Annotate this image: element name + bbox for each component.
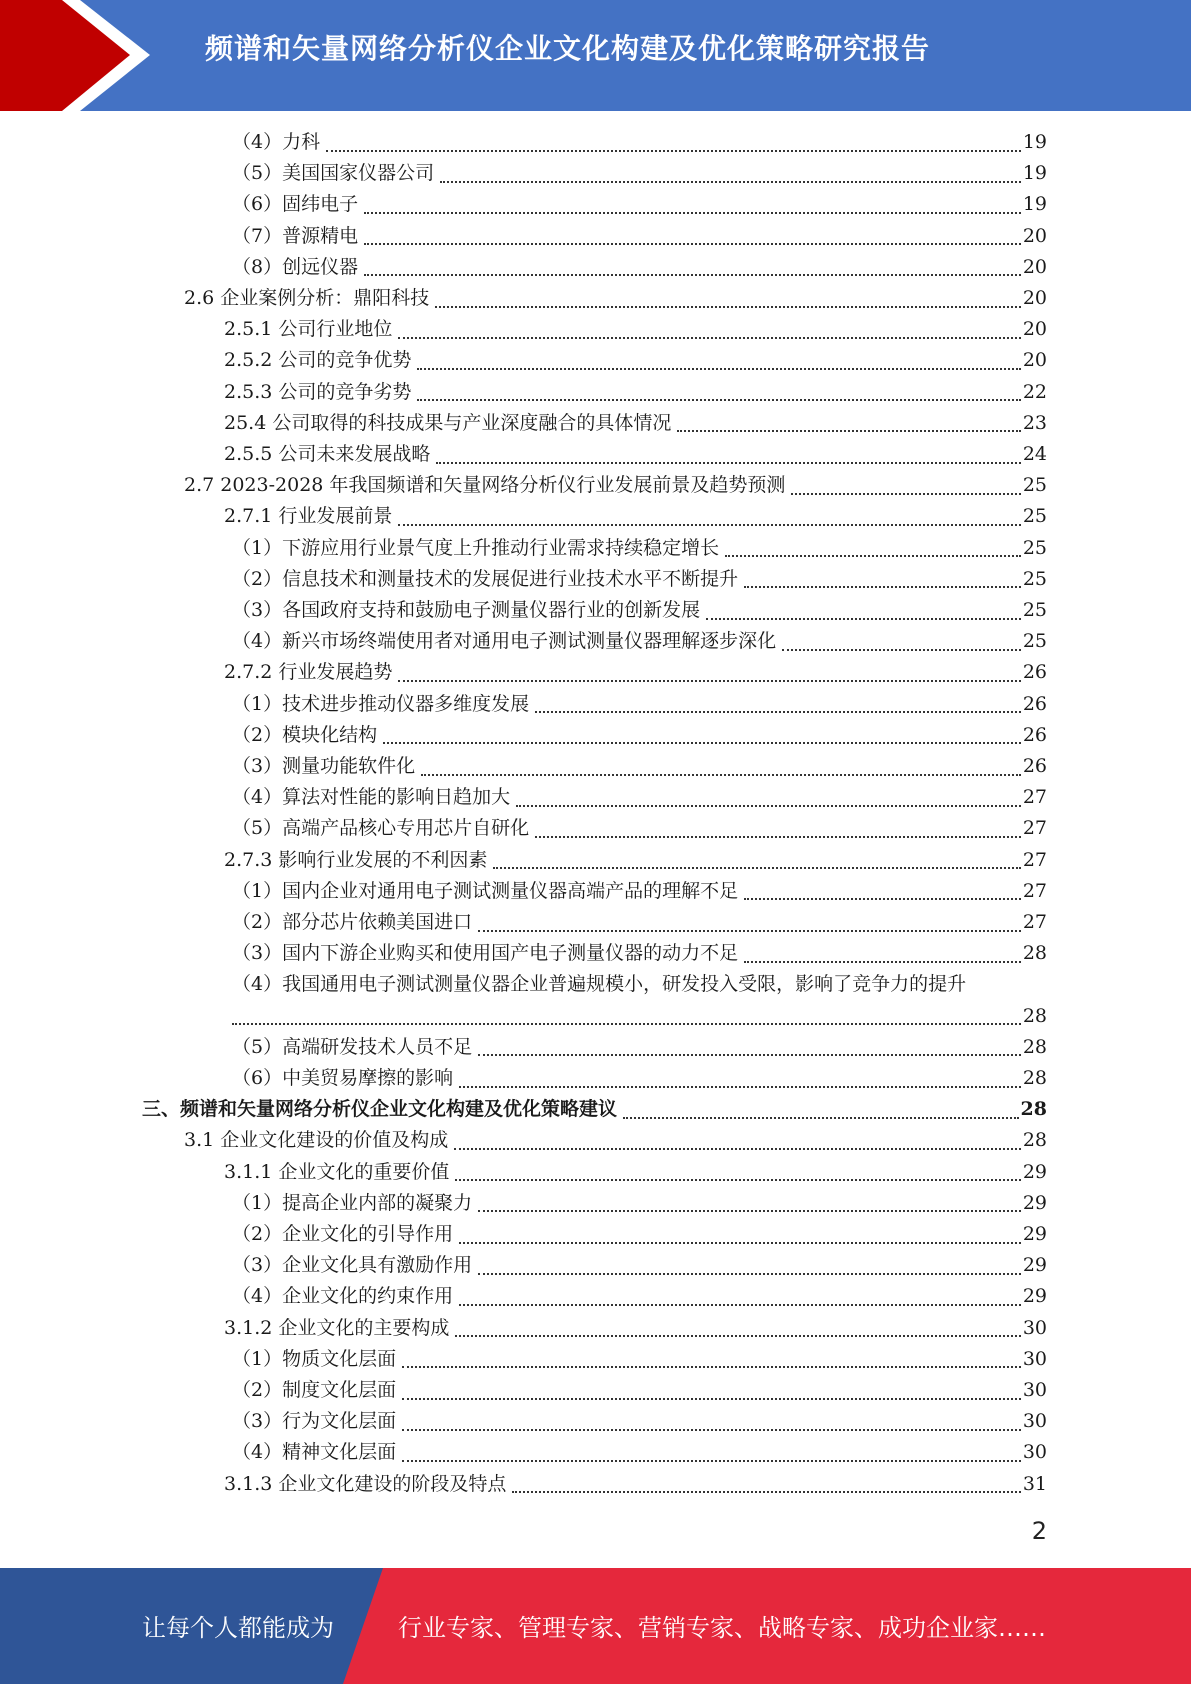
toc-entry-label: 3.1.3 企业文化建设的阶段及特点: [224, 1472, 507, 1495]
toc-entry-label: 2.5.5 公司未来发展战略: [224, 443, 431, 465]
toc-leader-dots: [623, 1117, 1019, 1119]
toc-entry-page: 25: [1022, 567, 1047, 590]
toc-entry-label: （4）精神文化层面: [232, 1441, 397, 1464]
toc-entry-page: 31: [1022, 1472, 1047, 1495]
toc-leader-dots: [398, 337, 1020, 339]
toc-leader-dots: [402, 1398, 1021, 1400]
toc-entry-label: （1）物质文化层面: [232, 1347, 397, 1370]
page-header: [0, 0, 1191, 111]
toc-entry-label: 2.5.2 公司的竞争优势: [224, 349, 412, 372]
toc-leader-dots: [383, 742, 1021, 744]
toc-entry[interactable]: [232, 564, 1047, 595]
toc-leader-dots: [516, 805, 1021, 807]
toc-leader-dots: [454, 1148, 1021, 1150]
toc-leader-dots: [232, 1023, 1021, 1025]
toc-entry-page: 30: [1022, 1347, 1047, 1370]
toc-entry-label: 3.1.1 企业文化的重要价值: [224, 1160, 450, 1183]
toc-entry[interactable]: [232, 595, 1047, 626]
toc-entry[interactable]: [224, 314, 1047, 345]
toc-entry-page: 29: [1022, 1254, 1047, 1277]
toc-entry-page: 19: [1022, 131, 1047, 153]
toc-entry-page: 27: [1022, 911, 1047, 933]
toc-leader-dots: [402, 1429, 1021, 1431]
toc-entry-label: （2）制度文化层面: [232, 1379, 397, 1401]
toc-entry-label: （6）固纬电子: [232, 193, 359, 216]
toc-entry[interactable]: [184, 283, 1047, 314]
toc-leader-dots: [791, 493, 1020, 495]
toc-entry[interactable]: [232, 1188, 1047, 1219]
toc-entry-label: （2）企业文化的引导作用: [232, 1223, 454, 1245]
toc-leader-dots: [493, 867, 1020, 869]
page-number: 2: [1031, 1517, 1047, 1545]
toc-entry-page: 30: [1022, 1316, 1047, 1339]
toc-leader-dots: [478, 930, 1021, 932]
toc-leader-dots: [421, 774, 1021, 776]
toc-entry-label: 2.6 企业案例分析：鼎阳科技: [184, 287, 430, 309]
toc-entry-page: 22: [1022, 380, 1047, 403]
toc-entry-page: 24: [1022, 443, 1047, 465]
toc-entry-page: 28: [1022, 1004, 1047, 1027]
toc-leader-dots: [455, 1335, 1020, 1337]
toc-leader-dots: [459, 1242, 1021, 1244]
toc-entry-label: （5）高端研发技术人员不足: [232, 1035, 473, 1058]
toc-entry-page: 19: [1022, 162, 1047, 185]
toc-entry[interactable]: [232, 1219, 1047, 1250]
toc-leader-dots: [455, 1179, 1020, 1181]
toc-entry[interactable]: [232, 1281, 1047, 1312]
toc-entry-label: （5）高端产品核心专用芯片自研化: [232, 817, 530, 840]
toc-entry[interactable]: [232, 1437, 1047, 1468]
toc-leader-dots: [417, 368, 1020, 370]
toc-leader-dots: [364, 274, 1021, 276]
toc-entry-label: 3.1.2 企业文化的主要构成: [224, 1316, 450, 1339]
toc-entry[interactable]: [224, 408, 1047, 439]
toc-leader-dots: [744, 961, 1021, 963]
toc-entry[interactable]: [224, 845, 1047, 876]
toc-entry[interactable]: [232, 158, 1047, 189]
toc-entry-page: 30: [1022, 1410, 1047, 1433]
toc-entry-page: 20: [1022, 349, 1047, 372]
toc-entry[interactable]: [232, 221, 1047, 252]
toc-entry-label: （4）算法对性能的影响日趋加大: [232, 786, 511, 809]
toc-entry-label: 2.7.2 行业发展趋势: [224, 661, 393, 684]
toc-entry-page: 30: [1022, 1379, 1047, 1401]
toc-leader-dots: [725, 555, 1021, 557]
toc-entry[interactable]: [232, 1344, 1047, 1375]
page-footer: [0, 1568, 1191, 1684]
toc-leader-dots: [417, 399, 1020, 401]
report-title: 频谱和矢量网络分析仪企业文化构建及优化策略研究报告: [205, 32, 931, 65]
toc-entry-label: （1）提高企业内部的凝聚力: [232, 1191, 473, 1214]
toc-entry-label: （2）模块化结构: [232, 723, 378, 746]
toc-entry[interactable]: [224, 439, 1047, 470]
toc-entry-page: 29: [1022, 1223, 1047, 1245]
toc-entry[interactable]: [232, 1063, 1047, 1094]
toc-entry-label: （4）新兴市场终端使用者对通用电子测试测量仪器理解逐步深化: [232, 630, 777, 653]
toc-entry-page: 27: [1022, 848, 1047, 871]
toc-entry-page: 27: [1022, 817, 1047, 840]
toc-leader-dots: [364, 243, 1021, 245]
toc-entry-label: （6）中美贸易摩擦的影响: [232, 1067, 454, 1089]
toc-leader-dots: [744, 586, 1021, 588]
toc-entry-label: （4）企业文化的约束作用: [232, 1285, 454, 1308]
toc-entry[interactable]: [224, 377, 1047, 408]
toc-leader-dots: [326, 150, 1021, 152]
toc-leader-dots: [459, 1086, 1021, 1088]
toc-leader-dots: [402, 1460, 1021, 1462]
toc-entry[interactable]: [232, 1375, 1047, 1406]
toc-entry[interactable]: [232, 1032, 1047, 1063]
toc-entry[interactable]: [232, 252, 1047, 283]
toc-entry-page: 20: [1022, 255, 1047, 278]
toc-leader-dots: [436, 462, 1020, 464]
header-arrow-decoration: [0, 0, 160, 111]
toc-entry-label: 三、频谱和矢量网络分析仪企业文化构建及优化策略建议: [142, 1098, 618, 1121]
toc-entry[interactable]: [224, 345, 1047, 376]
toc-entry-page: 28: [1022, 1129, 1047, 1152]
toc-entry-page: 25: [1022, 505, 1047, 528]
toc-entry-label: （3）企业文化具有激励作用: [232, 1254, 473, 1277]
toc-entry-label: 25.4 公司取得的科技成果与产业深度融合的具体情况: [224, 411, 672, 434]
toc-entry-page: 20: [1022, 318, 1047, 341]
toc-entry[interactable]: [232, 127, 1047, 158]
toc-entry-page: 27: [1022, 879, 1047, 902]
toc-entry-label: 3.1 企业文化建设的价值及构成: [184, 1129, 449, 1152]
toc-entry-page: 26: [1022, 661, 1047, 684]
toc-entry[interactable]: [224, 501, 1047, 532]
toc-entry-page: 29: [1022, 1191, 1047, 1214]
toc-entry[interactable]: [224, 1157, 1047, 1188]
toc-entry-label: （3）行为文化层面: [232, 1410, 397, 1433]
toc-entry[interactable]: [224, 657, 1047, 688]
toc-entry-label: （3）各国政府支持和鼓励电子测量仪器行业的创新发展: [232, 599, 701, 621]
toc-entry-page: 28: [1022, 1035, 1047, 1058]
toc-entry-label: 2.5.1 公司行业地位: [224, 318, 393, 341]
toc-leader-dots: [744, 898, 1021, 900]
toc-entry-page: 29: [1022, 1160, 1047, 1183]
toc-leader-dots: [478, 1273, 1021, 1275]
toc-entry[interactable]: [232, 782, 1047, 813]
toc-leader-dots: [782, 649, 1021, 651]
toc-leader-dots: [535, 711, 1021, 713]
toc-leader-dots: [535, 836, 1021, 838]
toc-leader-dots: [512, 1491, 1020, 1493]
toc-entry[interactable]: [184, 1125, 1047, 1156]
toc-entry-continuation[interactable]: [232, 1001, 1047, 1032]
toc-entry[interactable]: [232, 720, 1047, 751]
toc-entry[interactable]: [232, 938, 1047, 969]
toc-leader-dots: [364, 212, 1021, 214]
toc-entry-page: 26: [1022, 692, 1047, 715]
toc-entry[interactable]: [224, 1313, 1047, 1344]
toc-entry-label: （2）部分芯片依赖美国进口: [232, 911, 473, 933]
toc-entry-page: 25: [1022, 599, 1047, 621]
toc-entry-page: 25: [1022, 536, 1047, 559]
toc-leader-dots: [459, 1304, 1021, 1306]
toc-entry-page: 19: [1022, 193, 1047, 216]
toc-entry-label: （5）美国国家仪器公司: [232, 162, 435, 185]
toc-entry[interactable]: [232, 533, 1047, 564]
toc-leader-dots: [677, 430, 1020, 432]
toc-entry[interactable]: [232, 969, 1047, 1000]
toc-entry-page: 20: [1022, 287, 1047, 309]
toc-entry-page: 26: [1022, 755, 1047, 777]
toc-entry-label: （8）创远仪器: [232, 255, 359, 278]
toc-leader-dots: [398, 524, 1020, 526]
toc-entry-label: 2.7 2023-2028 年我国频谱和矢量网络分析仪行业发展前景及趋势预测: [184, 474, 786, 497]
toc-entry[interactable]: [232, 876, 1047, 907]
toc-entry-label: （3）国内下游企业购买和使用国产电子测量仪器的动力不足: [232, 942, 739, 965]
toc-entry-label: （4）我国通用电子测试测量仪器企业普遍规模小，研发投入受限，影响了竞争力的提升: [232, 973, 967, 996]
toc-entry[interactable]: [232, 1250, 1047, 1281]
toc-entry-page: 23: [1022, 411, 1047, 434]
toc-leader-dots: [435, 306, 1021, 308]
toc-entry[interactable]: [232, 907, 1047, 938]
toc-entry[interactable]: [232, 813, 1047, 844]
toc-entry-page: 28: [1022, 1067, 1047, 1089]
toc-entry-page: 30: [1022, 1441, 1047, 1464]
toc-entry[interactable]: [224, 1469, 1047, 1500]
toc-leader-dots: [478, 1054, 1021, 1056]
toc-leader-dots: [478, 1210, 1021, 1212]
toc-entry-page: 26: [1022, 723, 1047, 746]
toc-entry-page: 29: [1022, 1285, 1047, 1308]
toc-entry-label: （1）下游应用行业景气度上升推动行业需求持续稳定增长: [232, 536, 720, 559]
toc-entry-label: （3）测量功能软件化: [232, 755, 416, 777]
toc-entry-label: 2.7.1 行业发展前景: [224, 505, 393, 528]
toc-leader-dots: [440, 181, 1021, 183]
toc-leader-dots: [398, 680, 1020, 682]
toc-entry-page: 28: [1022, 942, 1047, 965]
toc-entry-label: （1）技术进步推动仪器多维度发展: [232, 692, 530, 715]
toc-entry[interactable]: [232, 626, 1047, 657]
footer-slogan-left: 让每个人都能成为: [142, 1614, 334, 1642]
toc-entry-label: 2.5.3 公司的竞争劣势: [224, 380, 412, 403]
toc-entry-page: 20: [1022, 224, 1047, 247]
toc-entry-page: 25: [1022, 630, 1047, 653]
toc-entry[interactable]: [232, 689, 1047, 720]
toc-entry-page: 28: [1020, 1098, 1047, 1121]
toc-entry-page: 25: [1022, 474, 1047, 497]
toc-entry-label: （1）国内企业对通用电子测试测量仪器高端产品的理解不足: [232, 879, 739, 902]
footer-slogan-right: 行业专家、管理专家、营销专家、战略专家、成功企业家……: [398, 1614, 1046, 1642]
toc-entry-page: 27: [1022, 786, 1047, 809]
toc-entry[interactable]: [232, 189, 1047, 220]
toc-entry-label: 2.7.3 影响行业发展的不利因素: [224, 848, 488, 871]
toc-entry-label: （2）信息技术和测量技术的发展促进行业技术水平不断提升: [232, 567, 739, 590]
toc-entry[interactable]: [232, 751, 1047, 782]
toc-leader-dots: [706, 618, 1021, 620]
toc-chapter-entry[interactable]: [142, 1094, 1047, 1125]
toc-entry[interactable]: [232, 1406, 1047, 1437]
toc-entry-label: （4）力科: [232, 131, 321, 153]
toc-entry-label: （7）普源精电: [232, 224, 359, 247]
toc-entry[interactable]: [184, 470, 1047, 501]
toc-leader-dots: [402, 1366, 1021, 1368]
